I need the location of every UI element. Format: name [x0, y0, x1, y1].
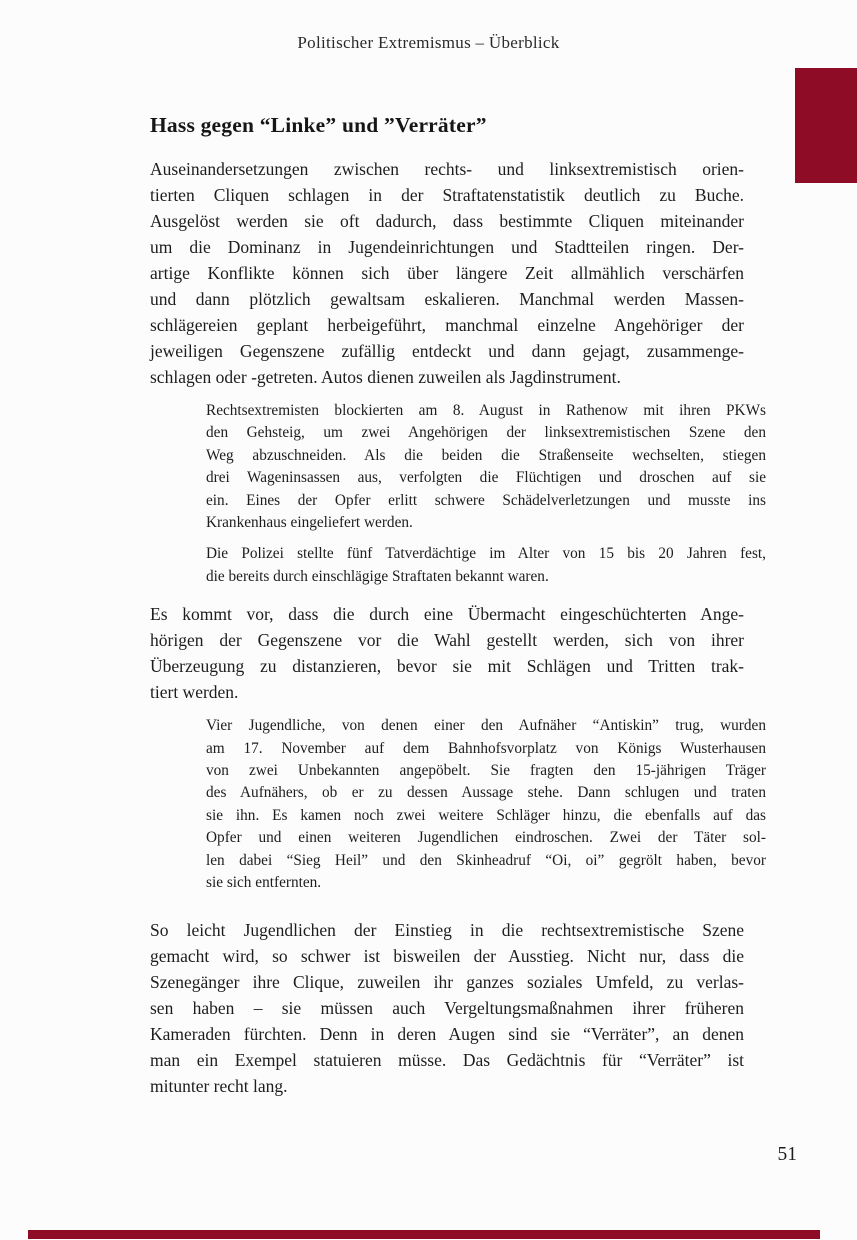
- quote-paragraph: [206, 715, 766, 894]
- red-accent-bar-bottom: [28, 1230, 820, 1239]
- text-line: Opfer und einen weiteren Jugendlichen eindroschen. Zwei der Täter sol-: [206, 829, 766, 847]
- text-line: drei Wageninsassen aus, verfolgten die Flüchtigen und droschen auf sie: [206, 469, 766, 487]
- text-line: tierten Cliquen schlagen in der Straftatenstatistik deutlich zu Buche.: [150, 185, 744, 205]
- article-blocks: [150, 156, 766, 1099]
- text-line: die bereits durch einschlägige Straftaten bekannt waren.: [206, 567, 549, 585]
- text-line: jeweiligen Gegenszene zufällig entdeckt und dann gejagt, zusammenge-: [150, 341, 744, 361]
- text-line: schlägereien geplant herbeigeführt, manchmal einzelne Angehöriger der: [150, 315, 744, 335]
- text-line: und dann plötzlich gewaltsam eskalieren. Manchmal werden Massen-: [150, 289, 744, 309]
- red-accent-block-top-right: [795, 68, 857, 183]
- text-line: Die Polizei stellte fünf Tatverdächtige im Alter von 15 bis 20 Jahren fest,: [206, 545, 766, 563]
- article-content: [150, 112, 766, 1109]
- text-line: Ausgelöst werden sie oft dadurch, dass bestimmte Cliquen miteinander: [150, 211, 744, 231]
- text-line: Überzeugung zu distanzieren, bevor sie mit Schlägen und Tritten trak-: [150, 656, 744, 677]
- text-line: mitunter recht lang.: [150, 1075, 288, 1096]
- text-line: len dabei “Sieg Heil” und den Skinheadruf “Oi, oi” gegrölt haben, bevor: [206, 851, 766, 869]
- text-line: So leicht Jugendlichen der Einstieg in die rechtsextremistische Szene: [150, 919, 744, 940]
- text-line: sen haben – sie müssen auch Vergeltungsmaßnahmen ihrer früheren: [150, 997, 744, 1018]
- text-line: artige Konflikte können sich über längere Zeit allmählich verschärfen: [150, 263, 744, 283]
- text-line: Es kommt vor, dass die durch eine Übermacht eingeschüchterten Ange-: [150, 604, 744, 625]
- text-line: schlagen oder -getreten. Autos dienen zuweilen als Jagdinstrument.: [150, 367, 621, 387]
- text-line: Auseinandersetzungen zwischen rechts- und linksextremistisch orien-: [150, 159, 744, 179]
- quote-paragraph: [206, 400, 766, 534]
- text-line: sie ihn. Es kamen noch zwei weitere Schläger hinzu, die ebenfalls auf das: [206, 806, 766, 824]
- body-paragraph: [150, 601, 744, 705]
- text-line: um die Dominanz in Jugendeinrichtungen und Stadtteilen ringen. Der-: [150, 237, 744, 257]
- text-line: von zwei Unbekannten angepöbelt. Sie fragten den 15-jährigen Träger: [206, 762, 766, 780]
- text-line: Rechtsextremisten blockierten am 8. August in Rathenow mit ihren PKWs: [206, 402, 766, 419]
- text-line: Krankenhaus eingeliefert werden.: [206, 514, 413, 532]
- article-heading: Hass gegen “Linke” und ”Verräter”: [150, 113, 487, 137]
- quote-paragraph: [206, 543, 766, 588]
- text-line: den Gehsteig, um zwei Angehörigen der linksextremistischen Szene den: [206, 424, 766, 442]
- text-line: ein. Eines der Opfer erlitt schwere Schädelverletzungen und musste ins: [206, 491, 766, 509]
- body-paragraph: [150, 917, 744, 1099]
- text-line: hörigen der Gegenszene vor die Wahl gestellt werden, sich von ihrer: [150, 630, 744, 651]
- text-line: am 17. November auf dem Bahnhofsvorplatz von Königs Wusterhausen: [206, 739, 766, 757]
- text-line: Kameraden fürchten. Denn in deren Augen sind sie “Verräter”, an denen: [150, 1023, 744, 1044]
- running-header: Politischer Extremismus – Überblick: [297, 33, 560, 52]
- text-line: gemacht wird, so schwer ist bisweilen der Ausstieg. Nicht nur, dass die: [150, 945, 744, 966]
- body-paragraph: [150, 156, 744, 390]
- text-line: Vier Jugendliche, von denen einer den Aufnäher “Antiskin” trug, wurden: [206, 717, 766, 735]
- text-line: tiert werden.: [150, 682, 239, 703]
- text-line: sie sich entfernten.: [206, 874, 322, 892]
- text-line: des Aufnähers, ob er zu dessen Aussage stehe. Dann schlugen und traten: [206, 784, 766, 802]
- text-line: Weg abzuschneiden. Als die beiden die Straßenseite wechselten, stiegen: [206, 446, 766, 464]
- text-line: Szenegänger ihre Clique, zuweilen ihr ganzes soziales Umfeld, zu verlas-: [150, 971, 744, 992]
- text-line: man ein Exempel statuieren müsse. Das Gedächtnis für “Verräter” ist: [150, 1049, 744, 1070]
- page-number: 51: [777, 1144, 797, 1165]
